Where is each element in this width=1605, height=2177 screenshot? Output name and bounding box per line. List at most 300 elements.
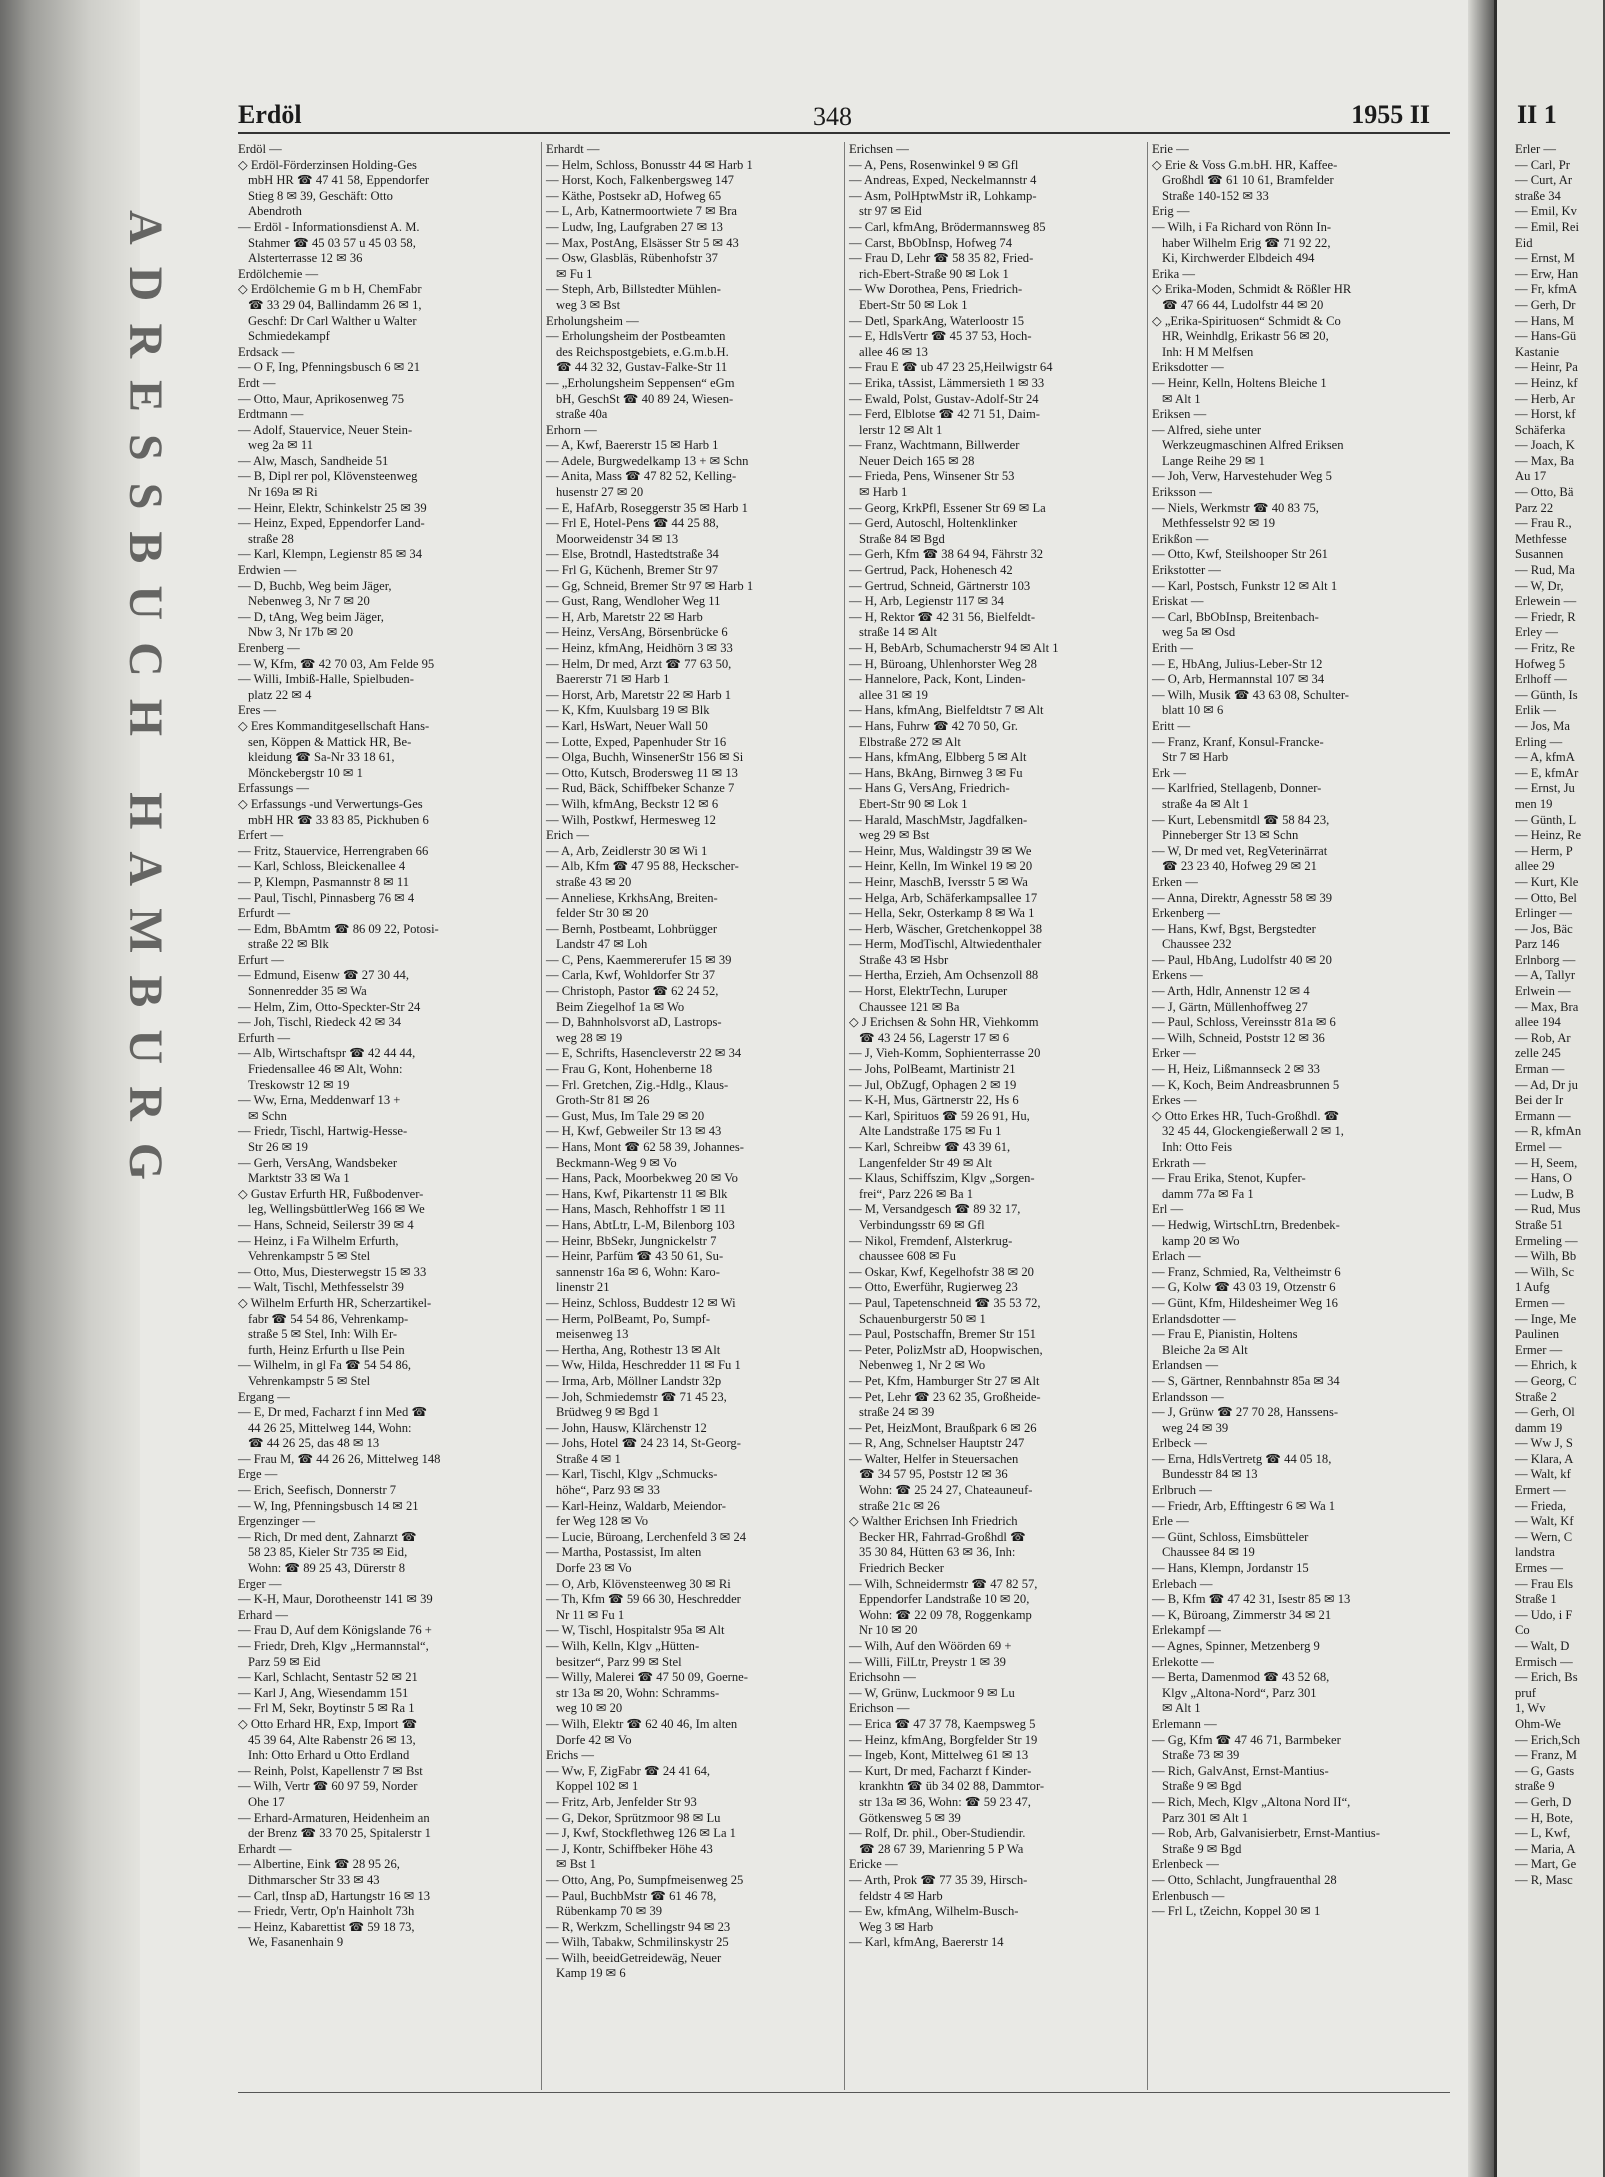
- facing-page-line: Straße 2: [1515, 1389, 1557, 1404]
- surname-heading: Erlandsdotter —: [1152, 1311, 1236, 1326]
- entry-continuation: Neuer Deich 165 ✉ 28: [859, 453, 975, 468]
- directory-entry: — Alb, Wirtschaftspr ☎ 42 44 44,: [238, 1046, 416, 1061]
- directory-entry: — Wilh, Postkwf, Hermesweg 12: [546, 812, 716, 827]
- directory-entry: — Niels, Werkmstr ☎ 40 83 75,: [1152, 500, 1319, 515]
- directory-entry: — R, Ang, Schnelser Hauptstr 247: [849, 1436, 1025, 1451]
- surname-heading: Erk —: [1152, 765, 1186, 780]
- facing-page-line: — Klara, A: [1515, 1451, 1574, 1466]
- facing-page-line: — Herb, Ar: [1515, 391, 1575, 406]
- surname-heading: Erig —: [1152, 204, 1190, 219]
- directory-entry: — W, Dr med vet, RegVeterinärrat: [1152, 843, 1328, 858]
- surname-heading: Erikßon —: [1152, 531, 1209, 546]
- directory-entry: — Frl L, tZeichn, Koppel 30 ✉ 1: [1152, 1904, 1321, 1919]
- directory-entry: — Otto, Ewerführ, Rugierweg 23: [849, 1280, 1018, 1295]
- entry-continuation: Chaussee 232: [1162, 937, 1232, 952]
- directory-entry: — Hannelore, Pack, Kont, Linden-: [849, 672, 1026, 687]
- entry-continuation: weg 3 ✉ Bst: [556, 297, 621, 312]
- facing-page-line: Erlinger —: [1515, 906, 1573, 921]
- entry-continuation: ☎ 44 32 32, Gustav-Falke-Str 11: [556, 360, 728, 375]
- directory-entry: — Paul, Postschaffn, Bremer Str 151: [849, 1327, 1036, 1342]
- facing-page-line: — Hans-Gü: [1515, 329, 1577, 344]
- directory-entry: — Nikol, Fremdenf, Alsterkrug-: [849, 1233, 1013, 1248]
- directory-entry: — Wilhelm, in gl Fa ☎ 54 54 86,: [238, 1358, 412, 1373]
- facing-page-line: Erlwein —: [1515, 984, 1571, 999]
- directory-entry: — Otto, Ang, Po, Sumpfmeisenweg 25: [546, 1872, 744, 1887]
- directory-entry: — Wilh, Tabakw, Schmilinskystr 25: [546, 1935, 729, 1950]
- facing-page-line: Ermann —: [1515, 1108, 1571, 1123]
- directory-entry: — Karl J, Ang, Wiesendamm 151: [238, 1685, 409, 1700]
- directory-entry: — J, Vieh-Komm, Sophienterrasse 20: [849, 1046, 1041, 1061]
- directory-entry: ◇ Wilhelm Erfurth HR, Scherzartikel-: [238, 1295, 432, 1310]
- surname-heading: Erlemann —: [1152, 1716, 1217, 1731]
- directory-entry: — Heinz, Schloss, Buddestr 12 ✉ Wi: [546, 1295, 736, 1310]
- entry-continuation: Mönckebergstr 10 ✉ 1: [248, 765, 363, 780]
- facing-page-line: — Emil, Kv: [1515, 204, 1577, 219]
- entry-continuation: Bleiche 2a ✉ Alt: [1162, 1342, 1248, 1357]
- entry-continuation: chaussee 608 ✉ Fu: [859, 1249, 956, 1264]
- surname-heading: Erge —: [238, 1467, 278, 1482]
- entry-continuation: ✉ Harb 1: [859, 485, 908, 500]
- entry-continuation: Landstr 47 ✉ Loh: [556, 937, 648, 952]
- entry-continuation: Klgv „Altona-Nord“, Parz 301: [1162, 1685, 1317, 1700]
- entry-continuation: Nbw 3, Nr 17b ✉ 20: [248, 625, 353, 640]
- facing-page-line: straße 34: [1515, 188, 1561, 203]
- directory-entry: — Helm, Schloss, Bonusstr 44 ✉ Harb 1: [546, 157, 753, 172]
- facing-page-line: damm 19: [1515, 1420, 1563, 1435]
- directory-entry: — Berta, Damenmod ☎ 43 52 68,: [1152, 1670, 1330, 1685]
- facing-page-line: — L, Kwf,: [1515, 1826, 1571, 1841]
- surname-heading: Erlandsson —: [1152, 1389, 1224, 1404]
- directory-entry: — Wilh, Elektr ☎ 62 40 46, Im alten: [546, 1716, 738, 1731]
- directory-entry: — Rich, Dr med dent, Zahnarzt ☎: [238, 1529, 417, 1544]
- entry-continuation: Str 26 ✉ 19: [248, 1140, 308, 1154]
- directory-entry: — Hans, Kwf, Bgst, Bergstedter: [1152, 921, 1316, 936]
- directory-entry: — Albertine, Eink ☎ 28 95 26,: [238, 1857, 400, 1872]
- entry-continuation: weg 5a ✉ Osd: [1162, 625, 1236, 640]
- directory-entry: — Heinr, Kelln, Holtens Bleiche 1: [1152, 375, 1327, 390]
- directory-entry: ◇ Erdölchemie G m b H, ChemFabr: [238, 282, 422, 297]
- directory-entry: — Frau E ☎ ub 47 23 25,Heilwigstr 64: [849, 360, 1053, 375]
- facing-page-line: landstra: [1515, 1545, 1555, 1560]
- entry-continuation: Straße 140-152 ✉ 33: [1162, 188, 1269, 203]
- entry-continuation: str 13a ✉ 20, Wohn: Schramms-: [556, 1685, 720, 1700]
- facing-page-line: — Frieda,: [1515, 1498, 1567, 1513]
- entry-continuation: Elbstraße 272 ✉ Alt: [859, 734, 961, 749]
- directory-entry: — „Erholungsheim Seppensen“ eGm: [546, 375, 735, 390]
- directory-entry: — Hertha, Erzieh, Am Ochsenzoll 88: [849, 968, 1039, 983]
- directory-entry: — Heinz, kfmAng, Heidhörn 3 ✉ 33: [546, 641, 733, 655]
- running-head-right: 1955 II: [1351, 100, 1430, 129]
- facing-page-line: — Maria, A: [1515, 1841, 1576, 1856]
- directory-entry: — W, Grünw, Luckmoor 9 ✉ Lu: [849, 1685, 1015, 1700]
- directory-entry: — Horst, Koch, Falkenbergsweg 147: [546, 173, 734, 188]
- surname-heading: Erfurth —: [238, 1030, 291, 1045]
- facing-page-line: — Rob, Ar: [1515, 1030, 1571, 1045]
- directory-entry: — Frl M, Sekr, Boytinstr 5 ✉ Ra 1: [238, 1701, 415, 1716]
- entry-continuation: ☎ 33 29 04, Ballindamm 26 ✉ 1,: [248, 297, 422, 312]
- facing-page-line: — R, kfmAn: [1515, 1124, 1582, 1139]
- directory-entry: — Helm, Dr med, Arzt ☎ 77 63 50,: [546, 656, 732, 671]
- surname-heading: Eriksen —: [1152, 407, 1207, 422]
- facing-page-line: allee 29: [1515, 859, 1555, 874]
- directory-entry: — Anita, Mass ☎ 47 82 52, Kelling-: [546, 469, 737, 484]
- entry-continuation: krankhtn ☎ üb 34 02 88, Dammtor-: [859, 1779, 1045, 1794]
- facing-page-line: — Hans, O: [1515, 1171, 1573, 1186]
- directory-entry: — Johs, PolBeamt, Martinistr 21: [849, 1062, 1016, 1077]
- directory-entry: — Wilh, kfmAng, Beckstr 12 ✉ 6: [546, 796, 719, 811]
- facing-page-line: — Gerh, Dr: [1515, 297, 1576, 312]
- directory-entry: — Oskar, Kwf, Kegelhofstr 38 ✉ 20: [849, 1264, 1034, 1279]
- directory-entry: — Heinr, MaschB, Iversstr 5 ✉ Wa: [849, 874, 1028, 889]
- entry-continuation: allee 31 ✉ 19: [859, 687, 928, 702]
- directory-entry: — Asm, PolHptwMstr iR, Lohkamp-: [849, 188, 1037, 203]
- facing-page-line: — A, Tallyr: [1515, 968, 1576, 983]
- directory-entry: — Karl-Heinz, Waldarb, Meiendor-: [546, 1498, 726, 1513]
- entry-continuation: Ebert-Str 50 ✉ Lok 1: [859, 297, 968, 312]
- directory-entry: — Friedr, Dreh, Klgv „Hermannstal“,: [238, 1639, 429, 1653]
- facing-page-line: Erling —: [1515, 734, 1563, 749]
- directory-entry: — J, Kontr, Schiffbeker Höhe 43: [546, 1841, 713, 1856]
- entry-continuation: sannenstr 16a ✉ 6, Wohn: Karo-: [556, 1264, 720, 1279]
- directory-entry: — Pet, Lehr ☎ 23 62 35, Großheide-: [849, 1389, 1041, 1404]
- directory-entry: — Herm, ModTischl, Altwiedenthaler: [849, 937, 1042, 952]
- directory-entry: — Ferd, Elblotse ☎ 42 71 51, Daim-: [849, 407, 1040, 422]
- surname-heading: Erl —: [1152, 1202, 1184, 1217]
- entry-continuation: 45 39 64, Alte Rabenstr 26 ✉ 13,: [248, 1732, 416, 1747]
- directory-entry: — Heinr, Parfüm ☎ 43 50 61, Su-: [546, 1249, 724, 1264]
- directory-entry: — K, Büroang, Zimmerstr 34 ✉ 21: [1152, 1607, 1332, 1622]
- surname-heading: Erfurdt —: [238, 906, 291, 921]
- directory-entry: — H, Arb, Maretstr 22 ✉ Harb: [546, 609, 703, 624]
- directory-entry: — Lotte, Exped, Papenhuder Str 16: [546, 734, 727, 749]
- directory-entry: — Horst, ElektrTechn, Luruper: [849, 984, 1008, 999]
- entry-continuation: Schmiedekampf: [248, 329, 330, 344]
- entry-continuation: Abendroth: [248, 204, 302, 219]
- entry-continuation: besitzer“, Parz 99 ✉ Stel: [556, 1654, 682, 1669]
- directory-entry: — Frau Erika, Stenot, Kupfer-: [1152, 1171, 1306, 1186]
- directory-entry: — C, Pens, Kaemmererufer 15 ✉ 39: [546, 952, 732, 967]
- directory-entry: — Otto, Mus, Diesterwegstr 15 ✉ 33: [238, 1264, 427, 1279]
- entry-continuation: Becker HR, Fahrrad-Großhdl ☎: [859, 1529, 1026, 1544]
- directory-entry: — B, Dipl rer pol, Klövensteenweg: [238, 469, 418, 484]
- directory-entry: — G, Kolw ☎ 43 03 19, Otzenstr 6: [1152, 1280, 1336, 1295]
- facing-page-line: Erlhoff —: [1515, 672, 1567, 687]
- directory-entry: — E, HafArb, Roseggerstr 35 ✉ Harb 1: [546, 500, 748, 515]
- directory-entry: — Wilh, Schneid, Poststr 12 ✉ 36: [1152, 1030, 1325, 1045]
- facing-page-line: — Wilh, Sc: [1515, 1264, 1575, 1279]
- directory-entry: — Helm, Zim, Otto-Speckter-Str 24: [238, 999, 421, 1014]
- facing-page-line: Erman —: [1515, 1062, 1565, 1077]
- facing-page-line: — Rud, Ma: [1515, 563, 1575, 578]
- directory-entry: — Wilh, Auf den Wöörden 69 +: [849, 1639, 1012, 1653]
- directory-entry: — K, Kfm, Kuulsbarg 19 ✉ Blk: [546, 703, 710, 718]
- directory-entry: — Andreas, Exped, Neckelmannstr 4: [849, 173, 1037, 188]
- facing-page-line: — Otto, Bä: [1515, 485, 1574, 500]
- directory-entry: — Gerh, Kfm ☎ 38 64 94, Fährstr 32: [849, 547, 1044, 562]
- directory-entry: — Erdöl - Informationsdienst A. M.: [238, 219, 420, 234]
- surname-heading: Erika —: [1152, 266, 1196, 281]
- directory-entry: — Hans, Pack, Moorbekweg 20 ✉ Vo: [546, 1171, 738, 1186]
- facing-page-line: zelle 245: [1515, 1046, 1561, 1061]
- directory-entry: — Gg, Schneid, Bremer Str 97 ✉ Harb 1: [546, 578, 754, 593]
- directory-entry: — Pet, Kfm, Hamburger Str 27 ✉ Alt: [849, 1373, 1040, 1388]
- directory-entry: — Gertrud, Pack, Hohenesch 42: [849, 563, 1013, 578]
- directory-entry: — Heinr, Mus, Waldingstr 39 ✉ We: [849, 843, 1032, 858]
- directory-entry: — Alb, Kfm ☎ 47 95 88, Heckscher-: [546, 859, 739, 874]
- facing-page-line: — Wilh, Bb: [1515, 1249, 1577, 1264]
- directory-entry: — Irma, Arb, Möllner Landstr 32p: [546, 1373, 722, 1388]
- surname-heading: Ergenzinger —: [238, 1514, 316, 1529]
- directory-entry: — Erna, HdlsVertretg ☎ 44 05 18,: [1152, 1451, 1332, 1466]
- directory-entry: — Detl, SparkAng, Waterloostr 15: [849, 313, 1025, 328]
- directory-entry: — Ww Dorothea, Pens, Friedrich-: [849, 282, 1023, 297]
- surname-heading: Erger —: [238, 1576, 282, 1591]
- directory-entry: — Willy, Malerei ☎ 47 50 09, Goerne-: [546, 1670, 748, 1685]
- entry-continuation: Nebenweg 1, Nr 2 ✉ Wo: [859, 1358, 986, 1373]
- entry-continuation: Schauenburgerstr 50 ✉ 1: [859, 1311, 986, 1326]
- directory-entry: — Edmund, Eisenw ☎ 27 30 44,: [238, 968, 409, 983]
- directory-entry: — Herb, Wäscher, Gretchenkoppel 38: [849, 921, 1042, 936]
- entry-continuation: Verbindungsstr 69 ✉ Gfl: [859, 1217, 985, 1232]
- entry-continuation: mbH HR ☎ 47 41 58, Eppendorfer: [248, 173, 430, 188]
- entry-continuation: straße 28: [248, 531, 294, 546]
- entry-continuation: ☎ 43 24 56, Lagerstr 17 ✉ 6: [859, 1030, 1010, 1045]
- directory-entry: — K-H, Mus, Gärtnerstr 22, Hs 6: [849, 1093, 1019, 1108]
- directory-entry: — Kurt, Dr med, Facharzt f Kinder-: [849, 1763, 1032, 1778]
- directory-entry: — H, Rektor ☎ 42 31 56, Bielfeldt-: [849, 609, 1036, 624]
- entry-continuation: kleidung ☎ Sa-Nr 33 18 61,: [248, 750, 395, 765]
- entry-continuation: Nebenweg 3, Nr 7 ✉ 20: [248, 594, 370, 609]
- entry-continuation: Parz 301 ✉ Alt 1: [1162, 1810, 1249, 1825]
- directory-entry: — Franz, Schmied, Ra, Veltheimstr 6: [1152, 1264, 1341, 1279]
- surname-heading: Erichs —: [546, 1748, 594, 1763]
- directory-entry: — Otto, Maur, Aprikosenweg 75: [238, 391, 404, 406]
- directory-entry: — Carst, BbObInsp, Hofweg 74: [849, 235, 1013, 250]
- entry-continuation: weg 2a ✉ 11: [248, 438, 313, 453]
- directory-entry: — Hans, BkAng, Birnweg 3 ✉ Fu: [849, 765, 1023, 780]
- surname-heading: Erikstotter —: [1152, 563, 1221, 578]
- facing-page-line: — Ernst, M: [1515, 251, 1575, 266]
- surname-heading: Erdölchemie —: [238, 266, 319, 281]
- directory-entry: — Otto, Schlacht, Jungfrauenthal 28: [1152, 1872, 1337, 1887]
- directory-entry: — Franz, Kranf, Konsul-Francke-: [1152, 734, 1324, 749]
- entry-continuation: Eppendorfer Landstraße 10 ✉ 20,: [859, 1592, 1030, 1607]
- surname-heading: Erlandsen —: [1152, 1358, 1219, 1373]
- entry-continuation: feldstr 4 ✉ Harb: [859, 1888, 943, 1903]
- directory-entry: — Anna, Direktr, Agnesstr 58 ✉ 39: [1152, 890, 1333, 905]
- column-3: [844, 142, 1147, 2090]
- directory-entry: — Max, PostAng, Elsässer Str 5 ✉ 43: [546, 235, 739, 250]
- facing-page-line: pruf: [1515, 1685, 1536, 1700]
- surname-heading: Erfassungs —: [238, 781, 310, 796]
- entry-continuation: der Brenz ☎ 33 70 25, Spitalerstr 1: [248, 1826, 431, 1841]
- directory-entry: — Jul, ObZugf, Ophagen 2 ✉ 19: [849, 1077, 1017, 1092]
- entry-continuation: Brüdweg 9 ✉ Bgd 1: [556, 1405, 659, 1420]
- spine-edge-lettering: ADRESSBUCH HAMBURG: [119, 210, 172, 1203]
- directory-entry: ◇ Walther Erichsen Inh Friedrich: [849, 1514, 1018, 1529]
- directory-entry: ◇ Erdöl-Förderzinsen Holding-Ges: [238, 157, 417, 172]
- facing-page-line: — W, Dr,: [1515, 578, 1564, 593]
- directory-entry: — Fritz, Arb, Jenfelder Str 93: [546, 1794, 697, 1809]
- entry-continuation: allee 46 ✉ 13: [859, 344, 928, 359]
- surname-heading: Erdtmann —: [238, 407, 304, 422]
- entry-continuation: Wohn: ☎ 22 09 78, Roggenkamp: [859, 1607, 1032, 1622]
- facing-page-line: — Max, Ba: [1515, 453, 1575, 468]
- directory-entry: — Johs, Hotel ☎ 24 23 14, St-Georg-: [546, 1436, 741, 1451]
- entry-continuation: leg, WellingsbüttlerWeg 166 ✉ We: [248, 1202, 425, 1217]
- entry-continuation: Stieg 8 ✉ 39, Geschäft: Otto: [248, 188, 393, 203]
- entry-continuation: Straße 73 ✉ 39: [1162, 1748, 1240, 1763]
- directory-entry: ◇ Erika-Moden, Schmidt & Rößler HR: [1152, 282, 1352, 297]
- facing-page-line: Ermeling —: [1515, 1233, 1578, 1248]
- directory-entry: — Frieda, Pens, Winsener Str 53: [849, 469, 1015, 484]
- directory-entry: — Joh, Verw, Harvestehuder Weg 5: [1152, 469, 1332, 484]
- facing-page-line: — Fr, kfmA: [1515, 282, 1578, 297]
- surname-heading: Erhardt —: [546, 142, 600, 156]
- entry-continuation: Nr 11 ✉ Fu 1: [556, 1607, 625, 1622]
- directory-entry: — Heinr, BbSekr, Jungnickelstr 7: [546, 1233, 717, 1248]
- entry-continuation: Parz 59 ✉ Eid: [248, 1654, 321, 1669]
- entry-continuation: Straße 9 ✉ Bgd: [1162, 1841, 1242, 1856]
- entry-continuation: str 13a ✉ 36, Wohn: ☎ 59 23 47,: [859, 1794, 1031, 1809]
- column-2: [541, 142, 844, 2090]
- entry-continuation: rich-Ebert-Straße 90 ✉ Lok 1: [859, 266, 1009, 281]
- directory-entry: — D, tAng, Weg beim Jäger,: [238, 609, 384, 624]
- directory-entry: — H, BebArb, Schumacherstr 94 ✉ Alt 1: [849, 641, 1059, 655]
- directory-entry: — O F, Ing, Pfenningsbusch 6 ✉ 21: [238, 360, 421, 375]
- entry-continuation: haber Wilhelm Erig ☎ 71 92 22,: [1162, 235, 1331, 250]
- facing-page-line: — Walt, D: [1515, 1639, 1570, 1653]
- facing-page-line: Ermes —: [1515, 1561, 1563, 1576]
- surname-heading: Erhard —: [238, 1607, 289, 1622]
- entry-continuation: Straße 4 ✉ 1: [556, 1451, 621, 1466]
- facing-page-line: — Walt, kf: [1515, 1467, 1571, 1482]
- entry-continuation: bH, GeschSt ☎ 40 89 24, Wiesen-: [556, 391, 734, 406]
- directory-entry: — O, Arb, Klövensteenweg 30 ✉ Ri: [546, 1576, 731, 1591]
- directory-entry: — Rud, Bäck, Schiffbeker Schanze 7: [546, 781, 735, 796]
- directory-entry: — E, HdlsVertr ☎ 45 37 53, Hoch-: [849, 329, 1032, 344]
- directory-entry: — Carl, kfmAng, Brödermannsweg 85: [849, 219, 1046, 234]
- facing-page-line: — Hans, M: [1515, 313, 1575, 328]
- directory-entry: ◇ Otto Erkes HR, Tuch-Großhdl. ☎: [1152, 1108, 1340, 1123]
- entry-continuation: Beim Ziegelhof 1a ✉ Wo: [556, 999, 685, 1014]
- entry-continuation: Methfesselstr 92 ✉ 19: [1162, 516, 1276, 531]
- facing-page-line: Erlewein —: [1515, 594, 1577, 609]
- directory-entry: — Frau G, Kont, Hohenberne 18: [546, 1062, 713, 1077]
- directory-entry: — Friedr, Tischl, Hartwig-Hesse-: [238, 1124, 408, 1139]
- facing-page-line: Ermisch —: [1515, 1654, 1573, 1669]
- entry-continuation: mbH HR ☎ 33 83 85, Pickhuben 6: [248, 812, 429, 827]
- directory-entry: — Wilh, beeidGetreidewäg, Neuer: [546, 1950, 722, 1965]
- directory-entry: — W, Kfm, ☎ 42 70 03, Am Felde 95: [238, 656, 435, 671]
- directory-entry: — Heinr, Elektr, Schinkelstr 25 ✉ 39: [238, 500, 427, 515]
- entry-continuation: Ki, Kirchwerder Elbdeich 494: [1162, 251, 1315, 266]
- directory-entry: — K-H, Maur, Dorotheenstr 141 ✉ 39: [238, 1592, 433, 1607]
- entry-continuation: Straße 9 ✉ Bgd: [1162, 1779, 1242, 1794]
- facing-page-line: — R, Masc: [1515, 1872, 1573, 1887]
- facing-page-line: Erlik —: [1515, 703, 1556, 718]
- entry-continuation: ✉ Alt 1: [1162, 1701, 1201, 1716]
- entry-continuation: straße 22 ✉ Blk: [248, 937, 329, 952]
- directory-entry: — H, Kwf, Gebweiler Str 13 ✉ 43: [546, 1124, 722, 1139]
- directory-entry: — Hans, AbtLtr, L-M, Bilenborg 103: [546, 1217, 735, 1232]
- directory-entry: — Wilh, Vertr ☎ 60 97 59, Norder: [238, 1779, 418, 1794]
- entry-continuation: Sonnenredder 35 ✉ Wa: [248, 984, 367, 999]
- directory-entry: — Gertrud, Schneid, Gärtnerstr 103: [849, 578, 1031, 593]
- entry-continuation: Lange Reihe 29 ✉ 1: [1162, 453, 1265, 468]
- directory-entry: — Lucie, Büroang, Lerchenfeld 3 ✉ 24: [546, 1529, 747, 1544]
- entry-continuation: meisenweg 13: [556, 1327, 629, 1342]
- directory-entry: — Erhard-Armaturen, Heidenheim an: [238, 1810, 430, 1825]
- entry-continuation: straße 14 ✉ Alt: [859, 625, 938, 640]
- directory-entry: — Walter, Helfer in Steuersachen: [849, 1451, 1019, 1466]
- directory-entry: — Arth, Hdlr, Annenstr 12 ✉ 4: [1152, 984, 1310, 999]
- directory-entry: — Ew, kfmAng, Wilhelm-Busch-: [849, 1904, 1019, 1919]
- directory-entry: — Gerd, Autoschl, Holtenklinker: [849, 516, 1018, 531]
- facing-page-line: Parz 146: [1515, 937, 1560, 952]
- facing-page-line: — Fritz, Re: [1515, 641, 1575, 655]
- surname-heading: Erichsen —: [849, 142, 909, 156]
- directory-entry: — Hans G, VersAng, Friedrich-: [849, 781, 1010, 796]
- entry-continuation: 58 23 85, Kieler Str 735 ✉ Eid,: [248, 1545, 408, 1560]
- surname-heading: Erenberg —: [238, 641, 300, 655]
- entry-continuation: Chaussee 84 ✉ 19: [1162, 1545, 1255, 1560]
- facing-page-line: Ermen —: [1515, 1295, 1565, 1310]
- entry-continuation: felder Str 30 ✉ 20: [556, 906, 649, 921]
- surname-heading: Erken —: [1152, 874, 1198, 889]
- entry-continuation: Kamp 19 ✉ 6: [556, 1966, 626, 1981]
- directory-entry: — Paul, Tapetenschneid ☎ 35 53 72,: [849, 1295, 1041, 1310]
- entry-continuation: Vehrenkampstr 5 ✉ Stel: [248, 1249, 371, 1264]
- directory-entry: — Kurt, Lebensmitdl ☎ 58 84 23,: [1152, 812, 1330, 827]
- directory-entry: — Hans, Kwf, Pikartenstr 11 ✉ Blk: [546, 1186, 728, 1201]
- entry-continuation: Friedensallee 46 ✉ Alt, Wohn:: [248, 1062, 403, 1077]
- directory-entry: — Frl. Gretchen, Zig.-Hdlg., Klaus-: [546, 1077, 729, 1092]
- facing-page-line: — Mart, Ge: [1515, 1857, 1577, 1872]
- directory-entry: — Joh, Tischl, Riedeck 42 ✉ 34: [238, 1015, 402, 1030]
- directory-entry: — H, Arb, Legienstr 117 ✉ 34: [849, 594, 1004, 609]
- facing-page-line: Erley —: [1515, 625, 1559, 640]
- entry-continuation: Großhdl ☎ 61 10 61, Bramfelder: [1162, 173, 1334, 188]
- surname-heading: Erkes —: [1152, 1093, 1197, 1108]
- facing-page-column: [1515, 142, 1605, 1889]
- directory-entry: — Steph, Arb, Billstedter Mühlen-: [546, 282, 721, 297]
- directory-entry: — Georg, KrkPfl, Essener Str 69 ✉ La: [849, 500, 1046, 515]
- directory-entry: — Ewald, Polst, Gustav-Adolf-Str 24: [849, 391, 1039, 406]
- entry-continuation: Götkensweg 5 ✉ 39: [859, 1810, 961, 1825]
- directory-entry: — Ww, Hilda, Heschredder 11 ✉ Fu 1: [546, 1358, 741, 1373]
- page-fold-shadow: [1468, 0, 1494, 2177]
- directory-entry: — R, Werkzm, Schellingstr 94 ✉ 23: [546, 1919, 731, 1934]
- facing-page-line: — Georg, C: [1515, 1373, 1577, 1388]
- directory-entry: ◇ J Erichsen & Sohn HR, Viehkomm: [849, 1015, 1039, 1030]
- directory-entry: — Herm, PolBeamt, Po, Sumpf-: [546, 1311, 711, 1326]
- entry-continuation: Dithmarscher Str 33 ✉ 43: [248, 1872, 380, 1887]
- directory-entry: — Horst, Arb, Maretstr 22 ✉ Harb 1: [546, 687, 732, 702]
- directory-entry: — Karl, HsWart, Neuer Wall 50: [546, 718, 708, 733]
- directory-entry: — Rolf, Dr. phil., Ober-Studiendir.: [849, 1826, 1026, 1841]
- entry-continuation: fabr ☎ 54 54 86, Vehrenkamp-: [248, 1311, 409, 1326]
- header-rule: [238, 132, 1450, 134]
- entry-continuation: straße 43 ✉ 20: [556, 874, 632, 889]
- facing-page-line: Co: [1515, 1623, 1530, 1638]
- directory-entry: — Wilh, i Fa Richard von Rönn In-: [1152, 219, 1332, 234]
- directory-entry: — Joh, Schmiedemstr ☎ 71 45 23,: [546, 1389, 727, 1404]
- entry-continuation: Dorfe 42 ✉ Vo: [556, 1732, 632, 1747]
- surname-heading: Erholungsheim —: [546, 313, 639, 328]
- entry-continuation: Ohe 17: [248, 1794, 285, 1809]
- entry-continuation: 32 45 44, Glockengießerwall 2 ✉ 1,: [1162, 1124, 1344, 1139]
